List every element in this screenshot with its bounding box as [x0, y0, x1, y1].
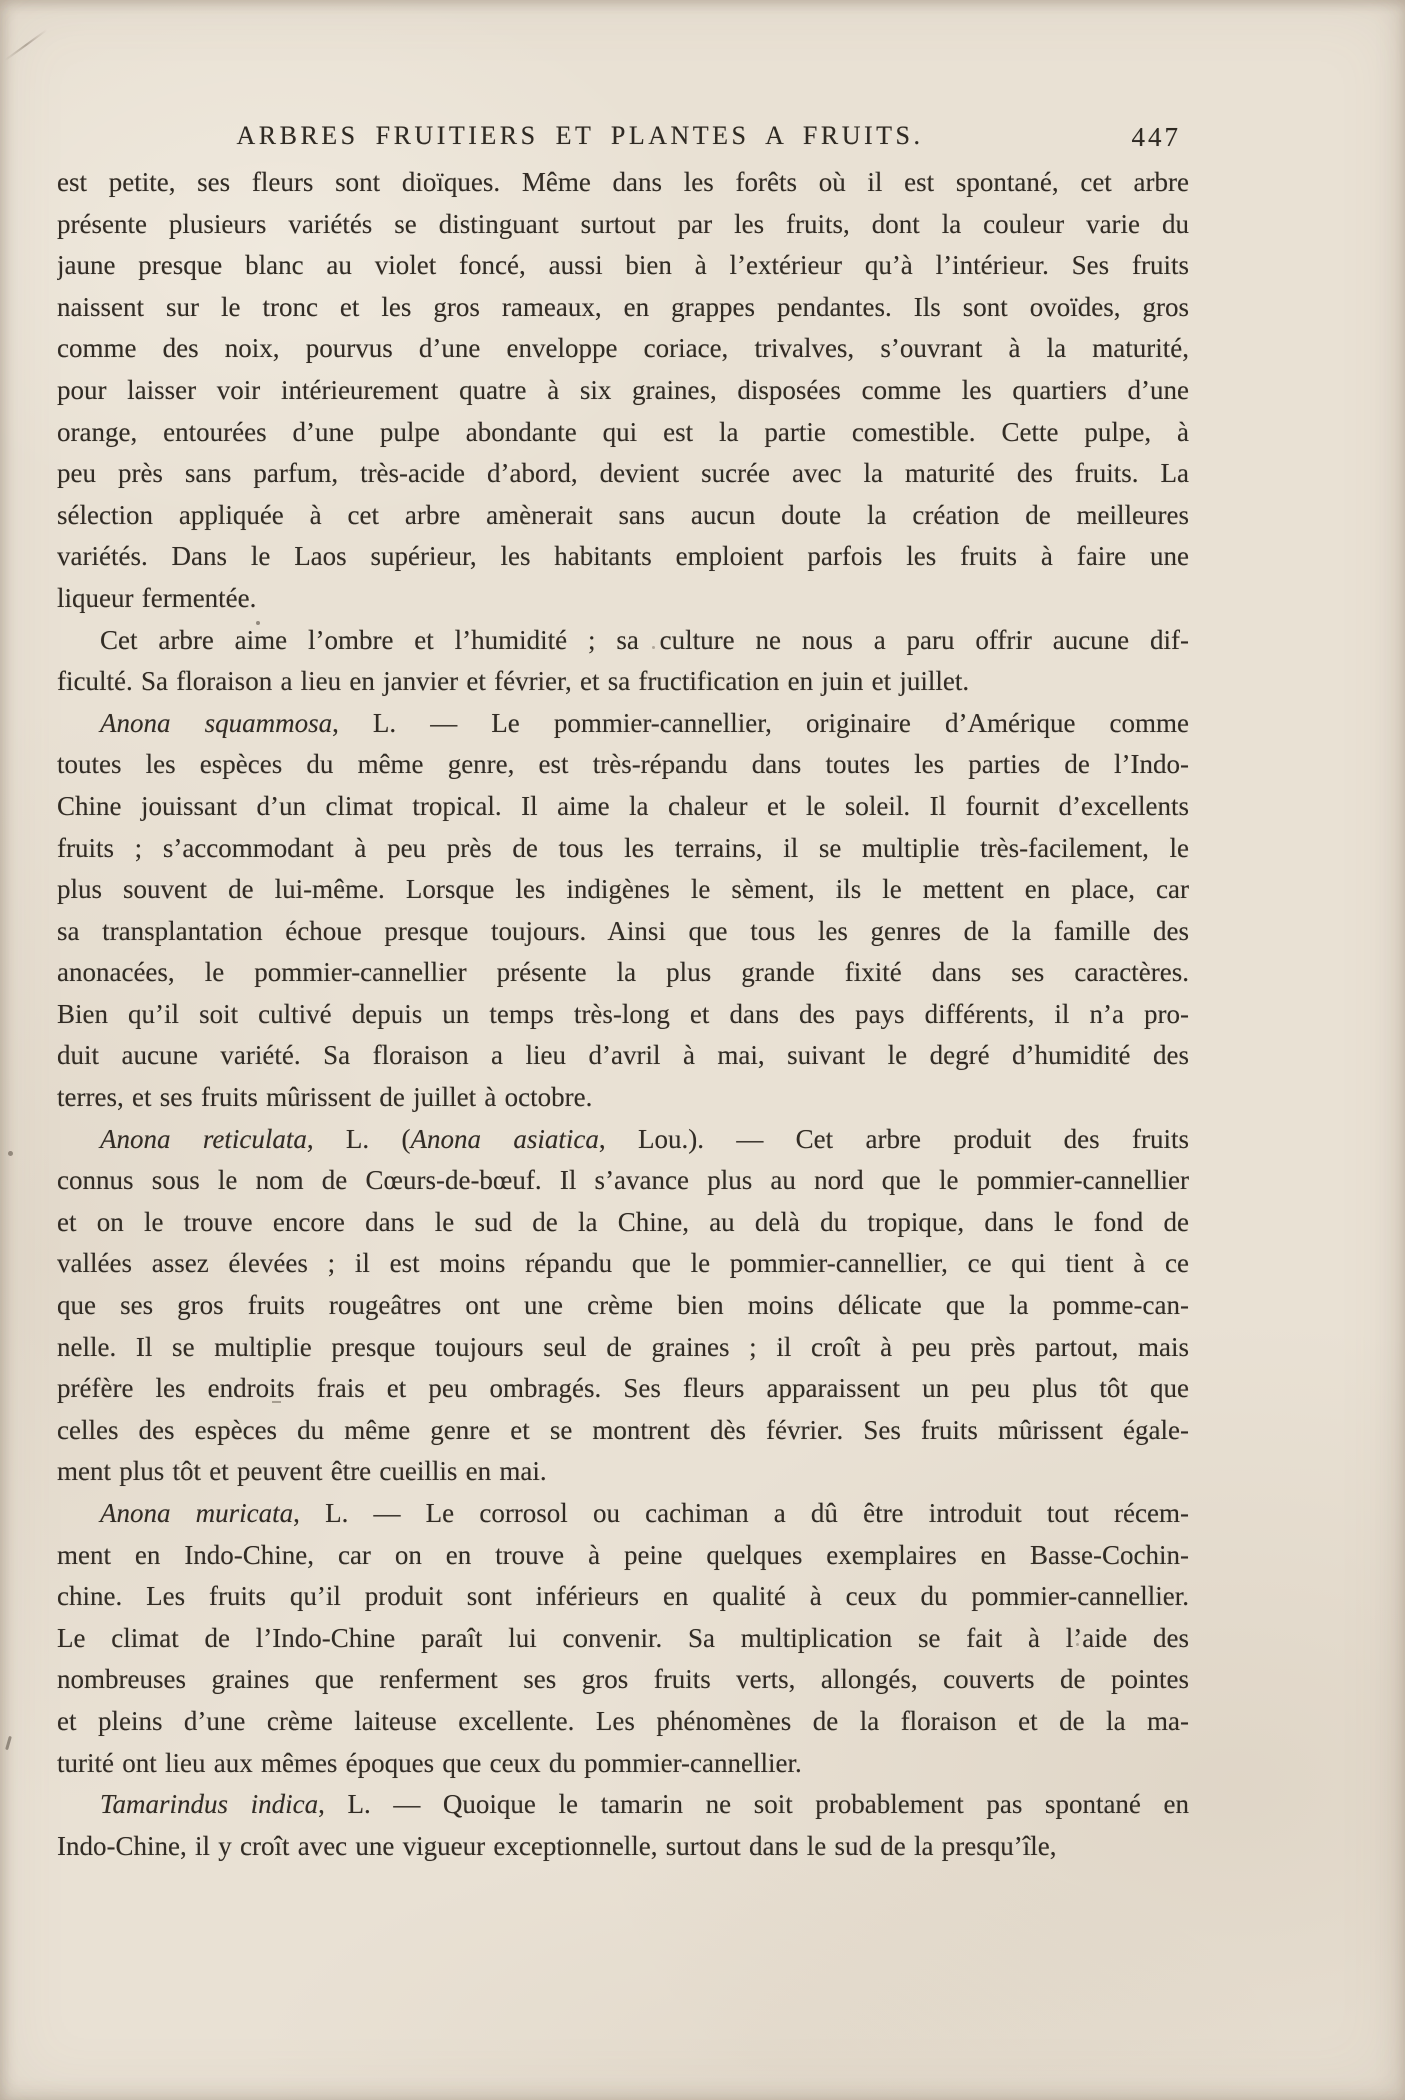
text-segment: variétés. Dans le Laos supérieur, les habitants emploient parfois les fruits à faire une: [57, 541, 1189, 572]
text-line: [57, 952, 1189, 994]
text-segment: présente plusieurs variétés se distinguant surtout par les fruits, dont la couleur varie du: [57, 208, 1189, 239]
paragraph: [57, 620, 1189, 703]
text-line: [57, 453, 1189, 495]
text-segment: connus sous le nom de Cœurs-de-bœuf. Il s’avance plus au nord que le pommier-cannellier: [57, 1165, 1189, 1196]
paragraph: [57, 162, 1189, 620]
text-segment: peu près sans parfum, très-acide d’abord, devient sucrée avec la maturité des fruits. La: [57, 458, 1189, 489]
text-line: [57, 994, 1189, 1036]
text-segment: nelle. Il se multiplie presque toujours seul de graines ; il croît à peu près partout, mais: [57, 1331, 1189, 1362]
text-segment: préfère les endroits frais et peu ombragés. Ses fleurs apparaissent un peu plus tôt que: [57, 1373, 1189, 1404]
text-segment: toutes les espèces du même genre, est très-répandu dans toutes les parties de l’Indo-: [57, 749, 1189, 780]
text-line: [57, 1160, 1189, 1202]
text-line: [57, 1202, 1189, 1244]
text-line: [57, 1576, 1189, 1618]
species-name-italic: Tamarindus indica: [100, 1789, 319, 1820]
text-line: [57, 370, 1189, 412]
text-segment: turité ont lieu aux mêmes époques que ceux du pommier-cannellier.: [57, 1747, 802, 1778]
text-segment: sa transplantation échoue presque toujours. Ainsi que tous les genres de la famille des: [57, 915, 1189, 946]
text-segment: et on le trouve encore dans le sud de la Chine, au delà du tropique, dans le fond de: [57, 1206, 1189, 1237]
running-title: ARBRES FRUITIERS ET PLANTES A FRUITS.: [236, 121, 924, 150]
text-segment: comme des noix, pourvus d’une enveloppe coriace, trivalves, s’ouvrant à la maturité,: [57, 333, 1189, 364]
text-line: [57, 620, 1189, 662]
species-name-italic: Anona reticulata: [100, 1123, 307, 1154]
paragraph: [57, 703, 1189, 1119]
text-line: [57, 1119, 1189, 1161]
text-segment: nombreuses graines que renferment ses gros fruits verts, allongés, couverts de pointes: [57, 1664, 1189, 1695]
text-segment: liqueur fermentée.: [57, 582, 257, 613]
text-segment: chine. Les fruits qu’il produit sont inférieurs en qualité à ceux du pommier-cannellier.: [57, 1581, 1189, 1612]
text-segment: Le climat de l’Indo-Chine paraît lui convenir. Sa multiplication se fait à l’aide des: [57, 1622, 1189, 1653]
text-line: [57, 245, 1189, 287]
text-line: [57, 204, 1189, 246]
text-segment: celles des espèces du même genre et se montrent dès février. Ses fruits mûrissent égale-: [57, 1414, 1189, 1445]
text-line: [57, 536, 1189, 578]
text-line: [57, 744, 1189, 786]
text-line: [57, 1285, 1189, 1327]
text-line: [57, 828, 1189, 870]
text-line: [57, 1327, 1189, 1369]
text-line: [57, 162, 1189, 204]
text-segment: sélection appliquée à cet arbre amènerait sans aucun doute la création de meilleures: [57, 499, 1189, 530]
text-line: [57, 1035, 1189, 1077]
text-segment: anonacées, le pommier-cannellier présente la plus grande fixité dans ses caractères.: [57, 957, 1189, 988]
text-line: [57, 1451, 1189, 1493]
text-line: [57, 1535, 1189, 1577]
text-line: [57, 1618, 1189, 1660]
text-line: [57, 1410, 1189, 1452]
text-segment: , L. — Le pommier-cannellier, originaire d’Amérique comme: [332, 707, 1189, 738]
scan-speck-artifact: [5, 1736, 12, 1750]
scan-crease-artifact: [4, 29, 47, 61]
text-segment: pour laisser voir intérieurement quatre à six graines, disposées comme les quartiers d’une: [57, 374, 1189, 405]
text-segment: est petite, ses fleurs sont dioïques. Même dans les forêts où il est spontané, cet arbre: [57, 167, 1189, 197]
text-line: [57, 578, 1189, 620]
text-line: [57, 1659, 1189, 1701]
species-name-italic: Anona muricata: [100, 1498, 294, 1528]
text-segment: Bien qu’il soit cultivé depuis un temps très-long et dans des pays différents, il n’a pro-: [57, 998, 1189, 1029]
text-segment: et pleins d’une crème laiteuse excellente. Les phénomènes de la floraison et de la ma-: [57, 1705, 1189, 1736]
text-segment: duit aucune variété. Sa floraison a lieu d’avril à mai, suivant le degré d’humidité des: [57, 1040, 1189, 1071]
text-segment: plus souvent de lui-même. Lorsque les indigènes le sèment, ils le mettent en place, car: [57, 874, 1189, 905]
text-segment: naissent sur le tronc et les gros rameaux, en grappes pendantes. Ils sont ovoïdes, gros: [57, 291, 1189, 322]
text-line: [57, 661, 1189, 703]
text-line: [57, 1243, 1189, 1285]
text-segment: , L. (: [306, 1123, 411, 1154]
text-segment: , L. — Le corrosol ou cachiman a dû être introduit tout récem-: [293, 1498, 1189, 1528]
paragraph: [57, 1784, 1189, 1867]
paragraph: [57, 1493, 1189, 1784]
text-segment: Cet arbre aime l’ombre et l’humidité ; sa culture ne nous a paru offrir aucune dif-: [100, 624, 1189, 655]
paragraph: [57, 1119, 1189, 1493]
text-line: [57, 287, 1189, 329]
text-line: [57, 1368, 1189, 1410]
text-segment: ment en Indo-Chine, car on en trouve à peine quelques exemplaires en Basse-Cochin-: [57, 1539, 1189, 1570]
text-line: [57, 869, 1189, 911]
text-line: [57, 495, 1189, 537]
text-segment: , Lou.). — Cet arbre produit des fruits: [598, 1123, 1189, 1154]
text-segment: ficulté. Sa floraison a lieu en janvier et février, et sa fructification en juin et juillet.: [57, 666, 970, 697]
text-segment: ment plus tôt et peuvent être cueillis en mai.: [57, 1456, 547, 1487]
text-line: [57, 1077, 1189, 1119]
text-segment: Chine jouissant d’un climat tropical. Il aime la chaleur et le soleil. Il fournit d’excellents: [57, 790, 1189, 821]
text-line: [57, 703, 1189, 745]
text-line: [57, 1743, 1189, 1785]
text-segment: jaune presque blanc au violet foncé, aussi bien à l’extérieur qu’à l’intérieur. Ses fruits: [57, 250, 1189, 281]
scan-speck-artifact: [8, 1151, 13, 1156]
text-segment: vallées assez élevées ; il est moins répandu que le pommier-cannellier, ce qui tient à ce: [57, 1248, 1189, 1279]
text-line: [57, 1784, 1189, 1826]
text-line: [57, 786, 1189, 828]
text-segment: orange, entourées d’une pulpe abondante qui est la partie comestible. Cette pulpe, à: [57, 416, 1189, 447]
species-name-italic: Anona asiatica: [410, 1123, 599, 1154]
text-segment: , L. — Quoique le tamarin ne soit probablement pas spontané en: [318, 1789, 1189, 1820]
text-segment: que ses gros fruits rougeâtres ont une crème bien moins délicate que la pomme-can-: [57, 1290, 1189, 1321]
text-segment: Indo-Chine, il y croît avec une vigueur exceptionnelle, surtout dans le sud de la presqu’île,: [57, 1830, 1057, 1861]
text-line: [57, 1826, 1189, 1868]
page-number: 447: [1131, 122, 1181, 152]
text-line: [57, 1701, 1189, 1743]
text-line: [57, 911, 1189, 953]
text-segment: fruits ; s’accommodant à peu près de tous les terrains, il se multiplie très-facilement, le: [57, 832, 1189, 863]
text-line: [57, 412, 1189, 454]
text-line: [57, 328, 1189, 370]
text-line: [57, 1493, 1189, 1535]
page-text: [57, 162, 1189, 1867]
species-name-italic: Anona squammosa: [100, 707, 333, 738]
text-segment: terres, et ses fruits mûrissent de juillet à octobre.: [57, 1082, 593, 1113]
